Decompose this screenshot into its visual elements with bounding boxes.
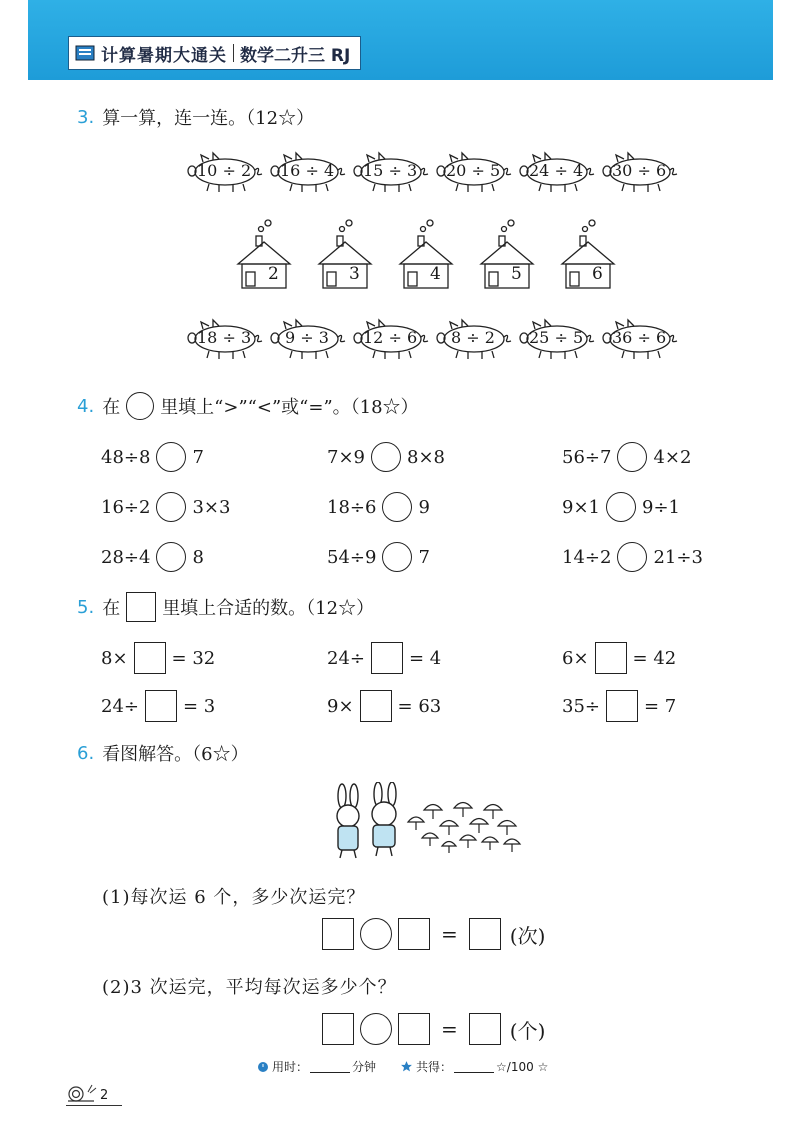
comparison-item (327, 492, 430, 522)
pig-card[interactable] (515, 317, 597, 361)
house-card[interactable] (315, 218, 377, 290)
answer-box[interactable] (371, 642, 403, 674)
section6-title (77, 740, 249, 766)
header-title: 计算暑期大通关 (101, 45, 227, 66)
left-expression: 14÷2 (562, 546, 612, 568)
equals-sign: = (441, 922, 458, 946)
question-1: (1)每次运 6 个，多少次运完？ (102, 887, 366, 908)
left-expression: 24÷ (327, 647, 365, 669)
compare-circle[interactable] (382, 542, 412, 572)
fill-item (562, 690, 676, 722)
pig-card[interactable] (183, 150, 265, 194)
compare-circle[interactable] (382, 492, 412, 522)
right-expression: 9 (418, 496, 430, 518)
comparison-item (101, 492, 230, 522)
pig-card[interactable] (349, 317, 431, 361)
answer-box[interactable] (322, 918, 354, 950)
left-expression: 35÷ (562, 695, 600, 717)
left-expression: 54÷9 (327, 546, 377, 568)
score-label: 共得： (416, 1060, 453, 1074)
left-expression: 56÷7 (562, 446, 612, 468)
comparison-item (562, 492, 680, 522)
right-expression: 4×2 (653, 446, 692, 468)
right-expression: 8×8 (407, 446, 445, 468)
division-expression: 10 ÷ 2 (197, 161, 252, 180)
rabbits-mushrooms-illustration (326, 782, 528, 862)
fill-item (101, 690, 215, 722)
division-expression: 9 ÷ 3 (285, 328, 329, 347)
comparison-item (327, 442, 445, 472)
left-expression: 28÷4 (101, 546, 151, 568)
comparison-item (562, 442, 691, 472)
left-expression: 18÷6 (327, 496, 377, 518)
answer-box[interactable] (398, 918, 430, 950)
comparison-item (101, 442, 204, 472)
house-number: 5 (511, 264, 522, 284)
right-expression: = 7 (644, 695, 677, 717)
house-number: 4 (430, 264, 441, 284)
comparison-item (327, 542, 430, 572)
right-expression: = 42 (632, 647, 677, 669)
equation-1 (319, 918, 545, 950)
comparison-item (562, 542, 703, 572)
right-expression: 7 (418, 546, 430, 568)
right-expression: 9÷1 (642, 496, 680, 518)
compare-circle[interactable] (156, 542, 186, 572)
compare-circle[interactable] (156, 492, 186, 522)
division-expression: 15 ÷ 3 (363, 161, 418, 180)
division-expression: 25 ÷ 5 (529, 328, 584, 347)
operator-circle[interactable] (360, 918, 392, 950)
section-number: 3. (77, 106, 95, 128)
section-post: 里填上合适的数。（12☆） (162, 598, 375, 619)
section-text: 看图解答。（6☆） (102, 744, 249, 765)
compare-circle[interactable] (371, 442, 401, 472)
house-card[interactable] (396, 218, 458, 290)
answer-box[interactable] (145, 690, 177, 722)
star-icon (400, 1060, 413, 1073)
page-number: 2 (100, 1088, 109, 1103)
right-expression: 8 (192, 546, 204, 568)
division-expression: 20 ÷ 5 (446, 161, 501, 180)
question-2: (2)3 次运完，平均每次运多少个？ (102, 977, 397, 998)
square-symbol (126, 592, 156, 622)
house-card[interactable] (558, 218, 620, 290)
division-expression: 30 ÷ 6 (612, 161, 667, 180)
pig-card[interactable] (266, 150, 348, 194)
section-number: 6. (77, 742, 95, 764)
house-icon (315, 218, 377, 290)
left-expression: 7×9 (327, 446, 365, 468)
division-expression: 24 ÷ 4 (529, 161, 584, 180)
house-number: 6 (592, 264, 603, 284)
result-box[interactable] (469, 1013, 501, 1045)
page-underline (66, 1105, 122, 1106)
section3-title (77, 104, 314, 130)
pig-card[interactable] (598, 150, 680, 194)
pig-card[interactable] (515, 150, 597, 194)
time-blank[interactable] (310, 1060, 350, 1073)
left-expression: 9× (327, 695, 354, 717)
right-expression: = 32 (171, 647, 216, 669)
section4-title (77, 392, 419, 420)
unit-label: (个) (509, 1018, 546, 1043)
house-icon (234, 218, 296, 290)
right-expression: = 3 (183, 695, 216, 717)
circle-symbol (126, 392, 154, 420)
house-number: 3 (349, 264, 360, 284)
division-expression: 8 ÷ 2 (451, 328, 495, 347)
left-expression: 16÷2 (101, 496, 151, 518)
left-expression: 9×1 (562, 496, 600, 518)
house-icon (396, 218, 458, 290)
answer-box[interactable] (595, 642, 627, 674)
section-pre: 在 (102, 598, 121, 619)
right-expression: 7 (192, 446, 204, 468)
answer-box[interactable] (134, 642, 166, 674)
header-divider (233, 44, 234, 62)
pig-card[interactable] (266, 317, 348, 361)
answer-box[interactable] (398, 1013, 430, 1045)
division-expression: 18 ÷ 3 (197, 328, 252, 347)
house-card[interactable] (477, 218, 539, 290)
pig-card[interactable] (432, 317, 514, 361)
fill-item (327, 642, 441, 674)
section-post: 里填上“>”“<”或“=”。（18☆） (160, 397, 419, 418)
right-expression: 3×3 (192, 496, 231, 518)
section-number: 5. (77, 596, 95, 618)
right-expression: = 4 (409, 647, 442, 669)
right-expression: 21÷3 (653, 546, 703, 568)
compare-circle[interactable] (606, 492, 636, 522)
answer-box[interactable] (322, 1013, 354, 1045)
left-expression: 6× (562, 647, 589, 669)
section5-title (77, 592, 374, 622)
compare-circle[interactable] (617, 442, 647, 472)
right-expression: = 63 (397, 695, 442, 717)
book-icon (75, 45, 95, 61)
fill-item (101, 642, 215, 674)
compare-circle[interactable] (156, 442, 186, 472)
division-expression: 12 ÷ 6 (363, 328, 418, 347)
equation-2 (319, 1013, 545, 1045)
answer-box[interactable] (606, 690, 638, 722)
section-number: 4. (77, 395, 95, 417)
house-card[interactable] (234, 218, 296, 290)
division-expression: 36 ÷ 6 (612, 328, 667, 347)
section-pre: 在 (102, 397, 121, 418)
pig-card[interactable] (349, 150, 431, 194)
pig-card[interactable] (598, 317, 680, 361)
result-box[interactable] (469, 918, 501, 950)
fill-item (562, 642, 676, 674)
time-label: 用时： (272, 1060, 309, 1074)
house-number: 2 (268, 264, 279, 284)
house-icon (477, 218, 539, 290)
score-blank[interactable] (454, 1060, 494, 1073)
comparison-item (101, 542, 204, 572)
operator-circle[interactable] (360, 1013, 392, 1045)
footer-scoreline (257, 1058, 548, 1075)
unit-label: (次) (509, 923, 546, 948)
section-text: 算一算，连一连。（12☆） (102, 108, 315, 129)
time-unit: 分钟 (352, 1060, 377, 1074)
header-subtitle: 数学二升三 RJ (240, 45, 351, 66)
clock-icon (257, 1061, 269, 1073)
left-expression: 8× (101, 647, 128, 669)
score-total: ☆/100 ☆ (496, 1059, 549, 1074)
left-expression: 48÷8 (101, 446, 151, 468)
snail-icon (64, 1082, 98, 1104)
fill-item (327, 690, 441, 722)
header-tab (68, 36, 361, 70)
answer-box[interactable] (360, 690, 392, 722)
pig-card[interactable] (183, 317, 265, 361)
compare-circle[interactable] (617, 542, 647, 572)
left-expression: 24÷ (101, 695, 139, 717)
house-icon (558, 218, 620, 290)
pig-card[interactable] (432, 150, 514, 194)
equals-sign: = (441, 1017, 458, 1041)
division-expression: 16 ÷ 4 (280, 161, 335, 180)
